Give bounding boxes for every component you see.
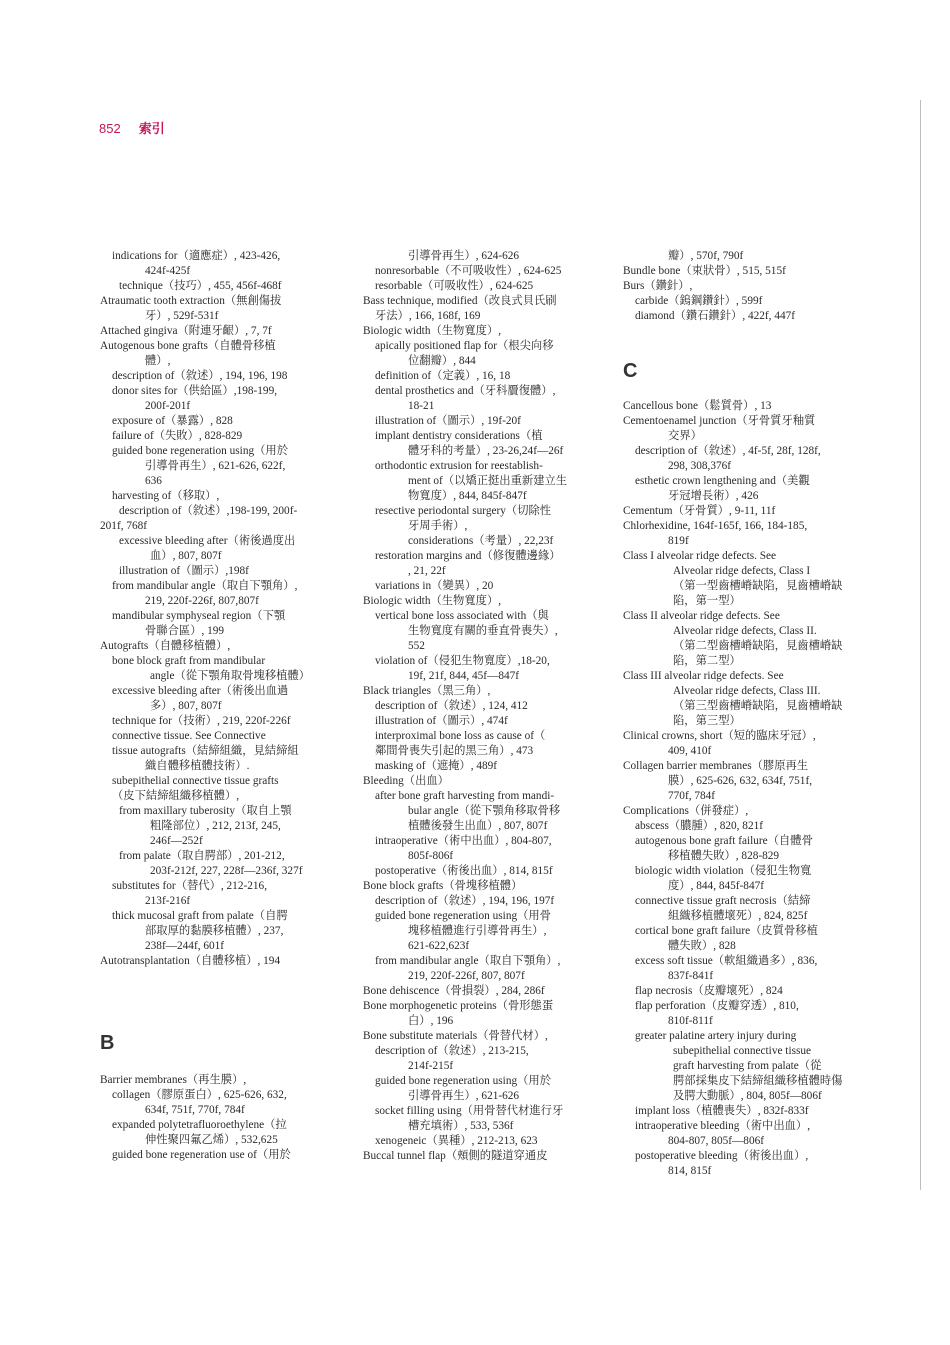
index-entry-line: 陷，第三型） [673, 715, 741, 727]
section-letter: B [100, 1032, 115, 1054]
index-entry-line: exposure of（暴露）, 828 [112, 415, 233, 427]
index-entry-line: 位翻瓣）, 844 [408, 355, 476, 367]
index-entry-line: donor sites for（供給區）,198-199, [112, 385, 278, 397]
index-entry-line: 鄰間骨喪失引起的黑三角）, 473 [375, 745, 534, 757]
index-entry-line: 810f-811f [668, 1015, 713, 1027]
index-entry-line: Clinical crowns, short（短的臨床牙冠）, [623, 730, 816, 742]
index-entry-line: 膜）, 625-626, 632, 634f, 751f, [668, 775, 813, 787]
index-entry-line: after bone graft harvesting from mandi- [375, 790, 555, 802]
index-entry-line: interproximal bone loss as cause of（ [375, 730, 546, 742]
index-entry-line: excessive bleeding after（術後出血過 [112, 685, 289, 697]
index-entry-line: 陷，第二型） [673, 655, 741, 667]
index-entry-line: from mandibular angle（取自下顎角）, [112, 580, 298, 592]
index-entry-line: technique for（技術）, 219, 220f-226f [112, 715, 291, 727]
index-entry-line: Bone substitute materials（骨替代材）, [363, 1030, 548, 1042]
index-entry-line: 移植體失敗）, 828-829 [668, 850, 780, 862]
page-edge-line [920, 100, 921, 1190]
index-entry-line: from maxillary tuberosity（取自上顎 [119, 805, 292, 817]
index-entry-line: excess soft tissue（軟組織過多）, 836, [635, 955, 818, 967]
index-entry-line: Bundle bone（束狀骨）, 515, 515f [623, 265, 786, 277]
index-entry-line: 血）, 807, 807f [150, 550, 222, 562]
index-entry-line: diamond（鑽石鑽針）, 422f, 447f [635, 310, 796, 322]
index-entry-line: masking of（遮掩）, 489f [375, 760, 498, 772]
index-entry-line: 424f-425f [145, 265, 191, 277]
index-entry-line: 瓣）, 570f, 790f [668, 250, 744, 262]
index-entry-line: 體牙科的考量）, 23-26,24f—26f [408, 445, 564, 457]
index-entry-line: considerations（考量）, 22,23f [408, 535, 554, 547]
index-entry-line: 19f, 21f, 844, 45f—847f [408, 670, 520, 682]
section-letter: C [623, 360, 638, 382]
index-entry-line: 粗隆部位）, 212, 213f, 245, [150, 820, 281, 832]
index-entry-line: 引導骨再生）, 621-626 [408, 1090, 520, 1102]
index-entry-line: （皮下結締組織移植體）, [112, 790, 240, 802]
index-entry-line: 219, 220f-226f, 807, 807f [408, 970, 525, 982]
index-entry-line: orthodontic extrusion for reestablish- [375, 460, 543, 472]
index-entry-line: autogenous bone graft failure（自體骨 [635, 835, 813, 847]
index-entry-line: postoperative（術後出血）, 814, 815f [375, 865, 553, 877]
index-entry-line: vertical bone loss associated with（與 [375, 610, 549, 622]
index-entry-line: violation of（侵犯生物寬度）,18-20, [375, 655, 550, 667]
index-entry-line: apically positioned flap for（根尖向移 [375, 340, 554, 352]
index-entry-line: guided bone regeneration using（用於 [112, 445, 289, 457]
index-entry-line: 度）, 844, 845f-847f [668, 880, 765, 892]
index-entry-line: 陷，第一型） [673, 595, 741, 607]
index-entry-line: Bone morphogenetic proteins（骨形態蛋 [363, 1000, 554, 1012]
index-entry-line: Alveolar ridge defects, Class III. [673, 685, 821, 697]
index-entry-line: nonresorbable（不可吸收性）, 624-625 [375, 265, 562, 277]
index-entry-line: carbide（鎢鋼鑽針）, 599f [635, 295, 763, 307]
index-entry-line: 246f—252f [150, 835, 203, 847]
index-entry-line: implant dentistry considerations（植 [375, 430, 543, 442]
index-entry-line: illustration of（圖示）, 19f-20f [375, 415, 521, 427]
index-entry-line: Bone dehiscence（骨損裂）, 284, 286f [363, 985, 545, 997]
index-entry-line: restoration margins and（修復體邊緣） [375, 550, 561, 562]
index-entry-line: 18-21 [408, 400, 435, 412]
index-entry-line: Class III alveolar ridge defects. See [623, 670, 784, 682]
index-entry-block [363, 249, 567, 1164]
index-entry-line: abscess（膿腫）, 820, 821f [635, 820, 764, 832]
index-entry-line: 及腭大動脈）, 804, 805f—806f [673, 1090, 822, 1102]
index-entry-line: indications for（適應症）, 423-426, [112, 250, 281, 262]
index-entry-line: 409, 410f [668, 745, 712, 757]
index-entry-line: implant loss（植體喪失）, 832f-833f [635, 1105, 809, 1117]
index-entry-line: （第一型齒槽嵴缺陷，見齒槽嵴缺 [673, 580, 843, 592]
index-entry-line: Autografts（自體移植體）, [100, 640, 231, 652]
index-entry-line: 牙法）, 166, 168f, 169 [375, 310, 481, 322]
index-entry-line: 交界） [668, 430, 702, 442]
index-entry-line: 819f [668, 535, 689, 547]
index-entry-line: thick mucosal graft from palate（自腭 [112, 910, 288, 922]
index-entry-line: Bone block grafts（骨塊移植體） [363, 880, 523, 892]
index-entry-line: subepithelial connective tissue [673, 1045, 812, 1057]
index-entry-line: Biologic width（生物寬度）, [363, 325, 502, 337]
index-entry-line: resorbable（可吸收性）, 624-625 [375, 280, 534, 292]
index-entry-line: guided bone regeneration use of（用於 [112, 1149, 291, 1161]
index-entry-line: （第二型齒槽嵴缺陷，見齒槽嵴缺 [673, 640, 843, 652]
index-entry-line: ment of（以矯正挺出重新建立生 [408, 475, 568, 487]
index-entry-block [623, 249, 795, 324]
index-entry-line: Autogenous bone grafts（自體骨移植 [100, 340, 276, 352]
index-entry-block [100, 1073, 291, 1163]
index-entry-line: description of（敘述）, 124, 412 [375, 700, 528, 712]
index-entry-line: 組織移植體壞死）, 824, 825f [668, 910, 808, 922]
index-entry-line: illustration of（圖示）, 474f [375, 715, 508, 727]
index-entry-line: 物寬度）, 844, 845f-847f [408, 490, 527, 502]
index-entry-line: biologic width violation（侵犯生物寬 [635, 865, 812, 877]
index-entry-line: Cancellous bone（鬆質骨）, 13 [623, 400, 772, 412]
index-entry-line: socket filling using（用骨替代材進行牙 [375, 1105, 564, 1117]
index-entry-line: 634f, 751f, 770f, 784f [145, 1104, 245, 1116]
index-entry-line: 200f-201f [145, 400, 191, 412]
index-entry-line: 塊移植體進行引導骨再生）, [408, 925, 547, 937]
index-entry-line: cortical bone graft failure（皮質骨移植 [635, 925, 818, 937]
page-number: 852 [99, 121, 121, 136]
index-entry-line: connective tissue. See Connective [112, 730, 266, 742]
index-entry-line: 804-807, 805f—806f [668, 1135, 765, 1147]
index-entry-line: Class II alveolar ridge defects. See [623, 610, 780, 622]
index-entry-line: 814, 815f [668, 1165, 712, 1177]
index-entry-line: Black triangles（黑三角）, [363, 685, 491, 697]
index-entry-line: harvesting of（移取）, [112, 490, 220, 502]
index-entry-line: tissue autografts（結締組織，見結締組 [112, 745, 299, 757]
index-entry-line: Buccal tunnel flap（頰側的隧道穿通皮 [363, 1150, 548, 1162]
index-entry-line: Barrier membranes（再生膜）, [100, 1074, 247, 1086]
index-entry-line: failure of（失敗）, 828-829 [112, 430, 243, 442]
index-entry-line: guided bone regeneration using（用於 [375, 1075, 552, 1087]
index-entry-line: description of（敘述）, 213-215, [375, 1045, 529, 1057]
index-entry-line: Cementoenamel junction（牙骨質牙釉質 [623, 415, 816, 427]
index-entry-line: Complications（併發症）, [623, 805, 749, 817]
index-entry-line: 白）, 196 [408, 1015, 454, 1027]
index-entry-line: Bass technique, modified（改良式貝氏刷 [363, 295, 557, 307]
index-entry-line: intraoperative（術中出血）, 804-807, [375, 835, 552, 847]
index-entry-line: Collagen barrier membranes（膠原再生 [623, 760, 809, 772]
index-entry-line: Class I alveolar ridge defects. See [623, 550, 777, 562]
index-entry-line: description of（敘述）, 194, 196, 198 [112, 370, 288, 382]
index-entry-line: 織自體移植體技術）. [145, 760, 250, 772]
index-entry-line: variations in（變異）, 20 [375, 580, 494, 592]
index-entry-line: angle（從下顎角取骨塊移植體） [150, 670, 311, 682]
index-entry-line: 298, 308,376f [668, 460, 732, 472]
section-letter-block [100, 1031, 114, 1055]
index-entry-line: 引導骨再生）, 624-626 [408, 250, 520, 262]
index-entry-line: greater palatine artery injury during [635, 1030, 797, 1042]
index-entry-line: intraoperative bleeding（術中出血）, [635, 1120, 811, 1132]
index-entry-line: 636 [145, 475, 162, 487]
index-entry-line: 203f-212f, 227, 228f—236f, 327f [150, 865, 303, 877]
index-entry-line: 骨聯合區）, 199 [145, 625, 225, 637]
index-entry-line: from palate（取自腭部）, 201-212, [119, 850, 285, 862]
index-entry-line: graft harvesting from palate（從 [673, 1060, 822, 1072]
index-entry-line: bular angle（從下顎角移取骨移 [408, 805, 561, 817]
index-entry-line: flap perforation（皮瓣穿透）, 810, [635, 1000, 799, 1012]
index-entry-line: 牙）, 529f-531f [145, 310, 219, 322]
index-entry-block [623, 399, 842, 1179]
index-entry-line: description of（敘述）,198-199, 200f- [119, 505, 298, 517]
index-entry-line: postoperative bleeding（術後出血）, [635, 1150, 809, 1162]
index-entry-line: 多）, 807, 807f [150, 700, 222, 712]
index-entry-line: 伸性聚四氟乙烯）, 532,625 [145, 1134, 278, 1146]
index-entry-line: definition of（定義）, 16, 18 [375, 370, 511, 382]
index-entry-line: 槽充填術）, 533, 536f [408, 1120, 514, 1132]
index-entry-line: Autotransplantation（自體移植）, 194 [100, 955, 281, 967]
index-entry-line: resective periodontal surgery（切除性 [375, 505, 552, 517]
index-entry-line: xenogeneic（異種）, 212-213, 623 [375, 1135, 538, 1147]
index-entry-line: 引導骨再生）, 621-626, 622f, [145, 460, 286, 472]
index-entry-line: 部取厚的黏膜移植體）, 237, [145, 925, 284, 937]
index-entry-line: 腭部採集皮下結締組織移植體時傷 [673, 1075, 843, 1087]
index-entry-line: 770f, 784f [668, 790, 716, 802]
index-entry-line: Burs（鑽針）, [623, 280, 693, 292]
index-entry-line: Chlorhexidine, 164f-165f, 166, 184-185, [623, 520, 808, 532]
index-entry-line: 201f, 768f [100, 520, 148, 532]
index-entry-line: Alveolar ridge defects, Class I [673, 565, 811, 577]
index-entry-line: 621-622,623f [408, 940, 470, 952]
index-entry-line: 生物寬度有關的垂直骨喪失）, [408, 625, 558, 637]
page-title: 索引 [138, 122, 165, 137]
page-header [99, 118, 165, 138]
index-entry-line: 213f-216f [145, 895, 191, 907]
index-entry-line: flap necrosis（皮瓣壞死）, 824 [635, 985, 783, 997]
index-entry-line: 219, 220f-226f, 807,807f [145, 595, 259, 607]
index-entry-block [100, 249, 310, 969]
index-entry-line: 牙冠增長術）, 426 [668, 490, 759, 502]
index-entry-line: , 21, 22f [408, 565, 446, 577]
index-entry-line: connective tissue graft necrosis（結締 [635, 895, 811, 907]
index-entry-line: （第三型齒槽嵴缺陷，見齒槽嵴缺 [673, 700, 843, 712]
index-entry-line: Bleeding（出血） [363, 775, 449, 787]
index-entry-line: 238f—244f, 601f [145, 940, 225, 952]
index-entry-line: dental prosthetics and（牙科贗復體）, [375, 385, 556, 397]
index-entry-line: 805f-806f [408, 850, 454, 862]
index-entry-line: 552 [408, 640, 425, 652]
index-entry-line: 植體後發生出血）, 807, 807f [408, 820, 548, 832]
index-entry-line: Attached gingiva（附連牙齦）, 7, 7f [100, 325, 272, 337]
index-entry-line: esthetic crown lengthening and（美觀 [635, 475, 810, 487]
index-entry-line: excessive bleeding after（術後過度出 [119, 535, 296, 547]
index-entry-line: expanded polytetrafluoroethylene（拉 [112, 1119, 287, 1131]
index-entry-line: Biologic width（生物寬度）, [363, 595, 502, 607]
index-entry-line: bone block graft from mandibular [112, 655, 266, 667]
index-entry-line: Cementum（牙骨質）, 9-11, 11f [623, 505, 776, 517]
index-entry-line: illustration of（圖示）,198f [119, 565, 249, 577]
index-entry-line: technique（技巧）, 455, 456f-468f [119, 280, 282, 292]
index-entry-line: from mandibular angle（取自下顎角）, [375, 955, 561, 967]
index-entry-line: 837f-841f [668, 970, 714, 982]
index-entry-line: substitutes for（替代）, 212-216, [112, 880, 268, 892]
index-entry-line: 體）, [145, 355, 171, 367]
index-entry-line: Alveolar ridge defects, Class II. [673, 625, 817, 637]
index-entry-line: guided bone regeneration using（用骨 [375, 910, 552, 922]
index-entry-line: 體失敗）, 828 [668, 940, 736, 952]
index-entry-line: 214f-215f [408, 1060, 454, 1072]
index-entry-line: collagen（膠原蛋白）, 625-626, 632, [112, 1089, 287, 1101]
index-entry-line: description of（敘述）, 194, 196, 197f [375, 895, 555, 907]
index-entry-line: subepithelial connective tissue grafts [112, 775, 279, 787]
section-letter-block [623, 359, 637, 383]
index-entry-line: mandibular symphyseal region（下顎 [112, 610, 286, 622]
index-entry-line: Atraumatic tooth extraction（無創傷拔 [100, 295, 282, 307]
index-entry-line: 牙周手術）, [408, 520, 468, 532]
index-entry-line: description of（敘述）, 4f-5f, 28f, 128f, [635, 445, 821, 457]
